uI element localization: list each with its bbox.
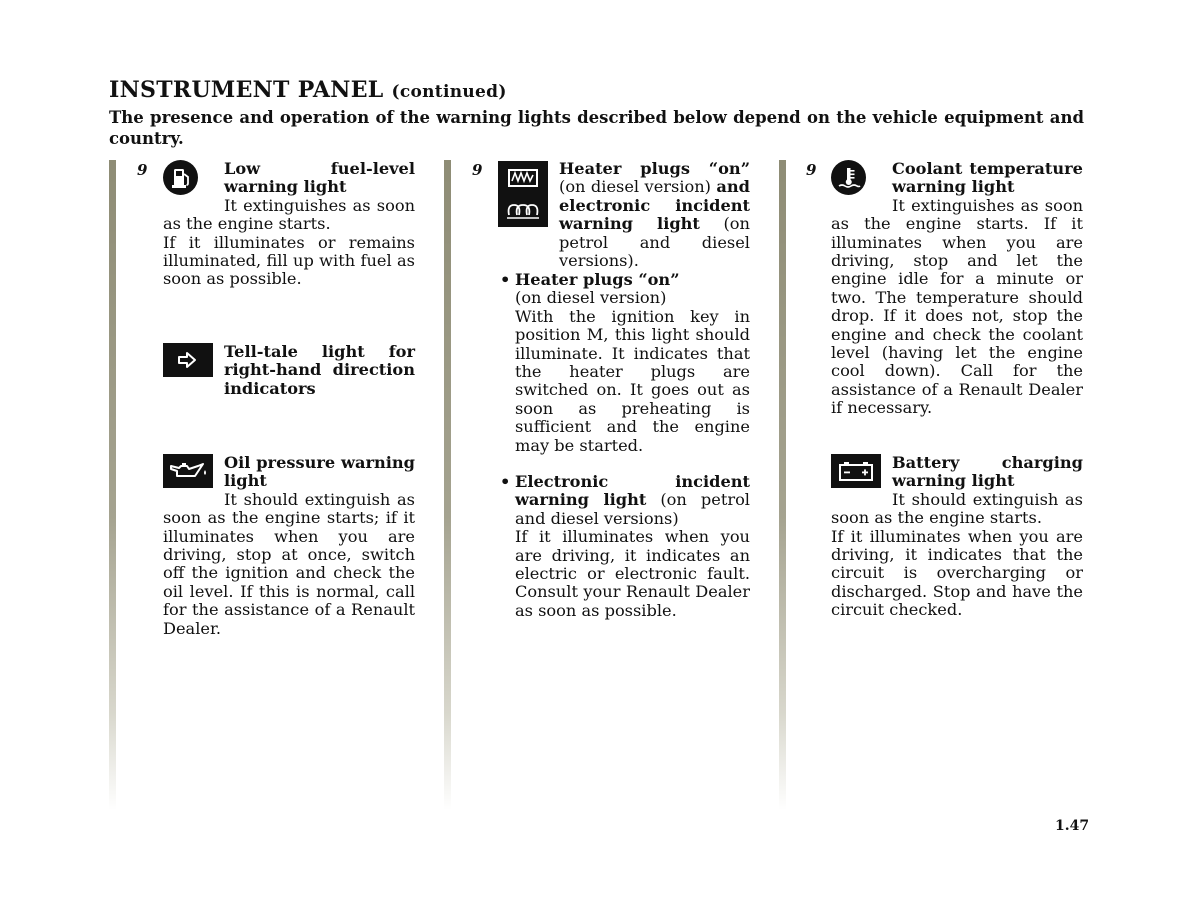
- electronic-incident-text: If it illuminates when you are driving, it indicates an electric or electronic fault. Consult your Renault Dealer as soon as possible.: [515, 527, 750, 620]
- heater-plugs-bullet-text: With the ignition key in position M, this light should illuminate. It indicates that the heater plugs are switched on. It goes out as soon as preheating is sufficient and the engine may be started.: [515, 306, 750, 455]
- column-divider-bar: [444, 160, 451, 810]
- page-header: [109, 76, 1084, 149]
- heater-plugs-bullet-title: Heater plugs “on”: [515, 270, 680, 289]
- column-divider-bar: [779, 160, 786, 810]
- fuel-warning-text: If it illuminates or remains illuminated, fill up with fuel as soon as possible.: [163, 232, 415, 289]
- heading-bold: and electronic incident warning light: [559, 177, 750, 234]
- electronic-incident-title: [515, 473, 750, 528]
- intro-text: The presence and operation of the warning lights described below depend on the vehicle equipment and country.: [109, 108, 1084, 148]
- heading-bold: Heater plugs “on”: [559, 159, 750, 178]
- heading-normal: (on petrol and diesel versions).: [559, 214, 750, 271]
- battery-text: If it illuminates when you are driving, it indicates that the circuit is overcharging or discharged. Stop and have the circuit checked.: [831, 526, 1083, 620]
- title-text: INSTRUMENT PANEL: [109, 77, 384, 103]
- title-suffix: (continued): [391, 82, 507, 102]
- right-arrow-icon: [163, 343, 213, 377]
- column-number: 9: [137, 161, 148, 179]
- coolant-title: Coolant temperature warning light: [892, 159, 1083, 197]
- page-title: [109, 76, 1084, 106]
- fuel-pump-icon: [163, 160, 198, 195]
- coolant-section: [831, 160, 1083, 418]
- bullet-dot: •: [500, 472, 511, 491]
- battery-title: Battery charging warning light: [892, 453, 1083, 491]
- battery-icon: [831, 454, 881, 488]
- direction-indicator-title: Tell-tale light for right-hand direction indicators: [224, 342, 415, 398]
- coolant-temperature-icon: [831, 160, 866, 195]
- fuel-warning-title: Low fuel-level warning light: [224, 159, 415, 197]
- fuel-warning-text: It extinguishes as soon as the engine starts.: [163, 195, 415, 234]
- bullet-dot: •: [500, 270, 511, 289]
- heater-plugs-bullet: [500, 270, 750, 455]
- heater-plugs-section: [498, 160, 750, 270]
- battery-text: It should extinguish as soon as the engine starts.: [831, 489, 1083, 528]
- electronic-incident-bullet: [500, 472, 750, 620]
- battery-section: [831, 454, 1083, 620]
- column-number: 9: [472, 161, 483, 179]
- oil-can-icon: [163, 454, 213, 488]
- electronic-incident-title-bold: Electronic incident warning light: [515, 472, 750, 510]
- coolant-text: It extinguishes as soon as the engine starts. If it illuminates when you are driving, stop and let the engine idle for a minute or two. The temperature should drop. If it does not, stop the engine and check the coolant level (having let the engine cool down). Call for the assistance of a Renault Dealer if necessary.: [831, 195, 1083, 418]
- heading-normal: (on diesel version): [559, 177, 717, 197]
- heater-plugs-heading: [559, 160, 750, 270]
- oil-pressure-section: [163, 454, 415, 638]
- direction-indicator-section: [163, 343, 415, 398]
- heater-plugs-bullet-line: (on diesel version): [515, 288, 667, 308]
- fuel-warning-section: [163, 160, 415, 289]
- electronic-incident-title-suffix: (on petrol and diesel versions): [515, 490, 750, 528]
- page-number: 1.47: [1055, 818, 1090, 834]
- oil-pressure-text: It should extinguish as soon as the engine starts; if it illuminates when you are driving, stop at once, switch off the ignition and check the oil level. If this is normal, call for the assistance of a Renault Dealer.: [163, 489, 415, 638]
- column-divider-bar: [109, 160, 116, 810]
- oil-pressure-title: Oil pressure warning light: [224, 453, 415, 491]
- heater-plugs-icon: [498, 161, 548, 227]
- column-number: 9: [806, 161, 817, 179]
